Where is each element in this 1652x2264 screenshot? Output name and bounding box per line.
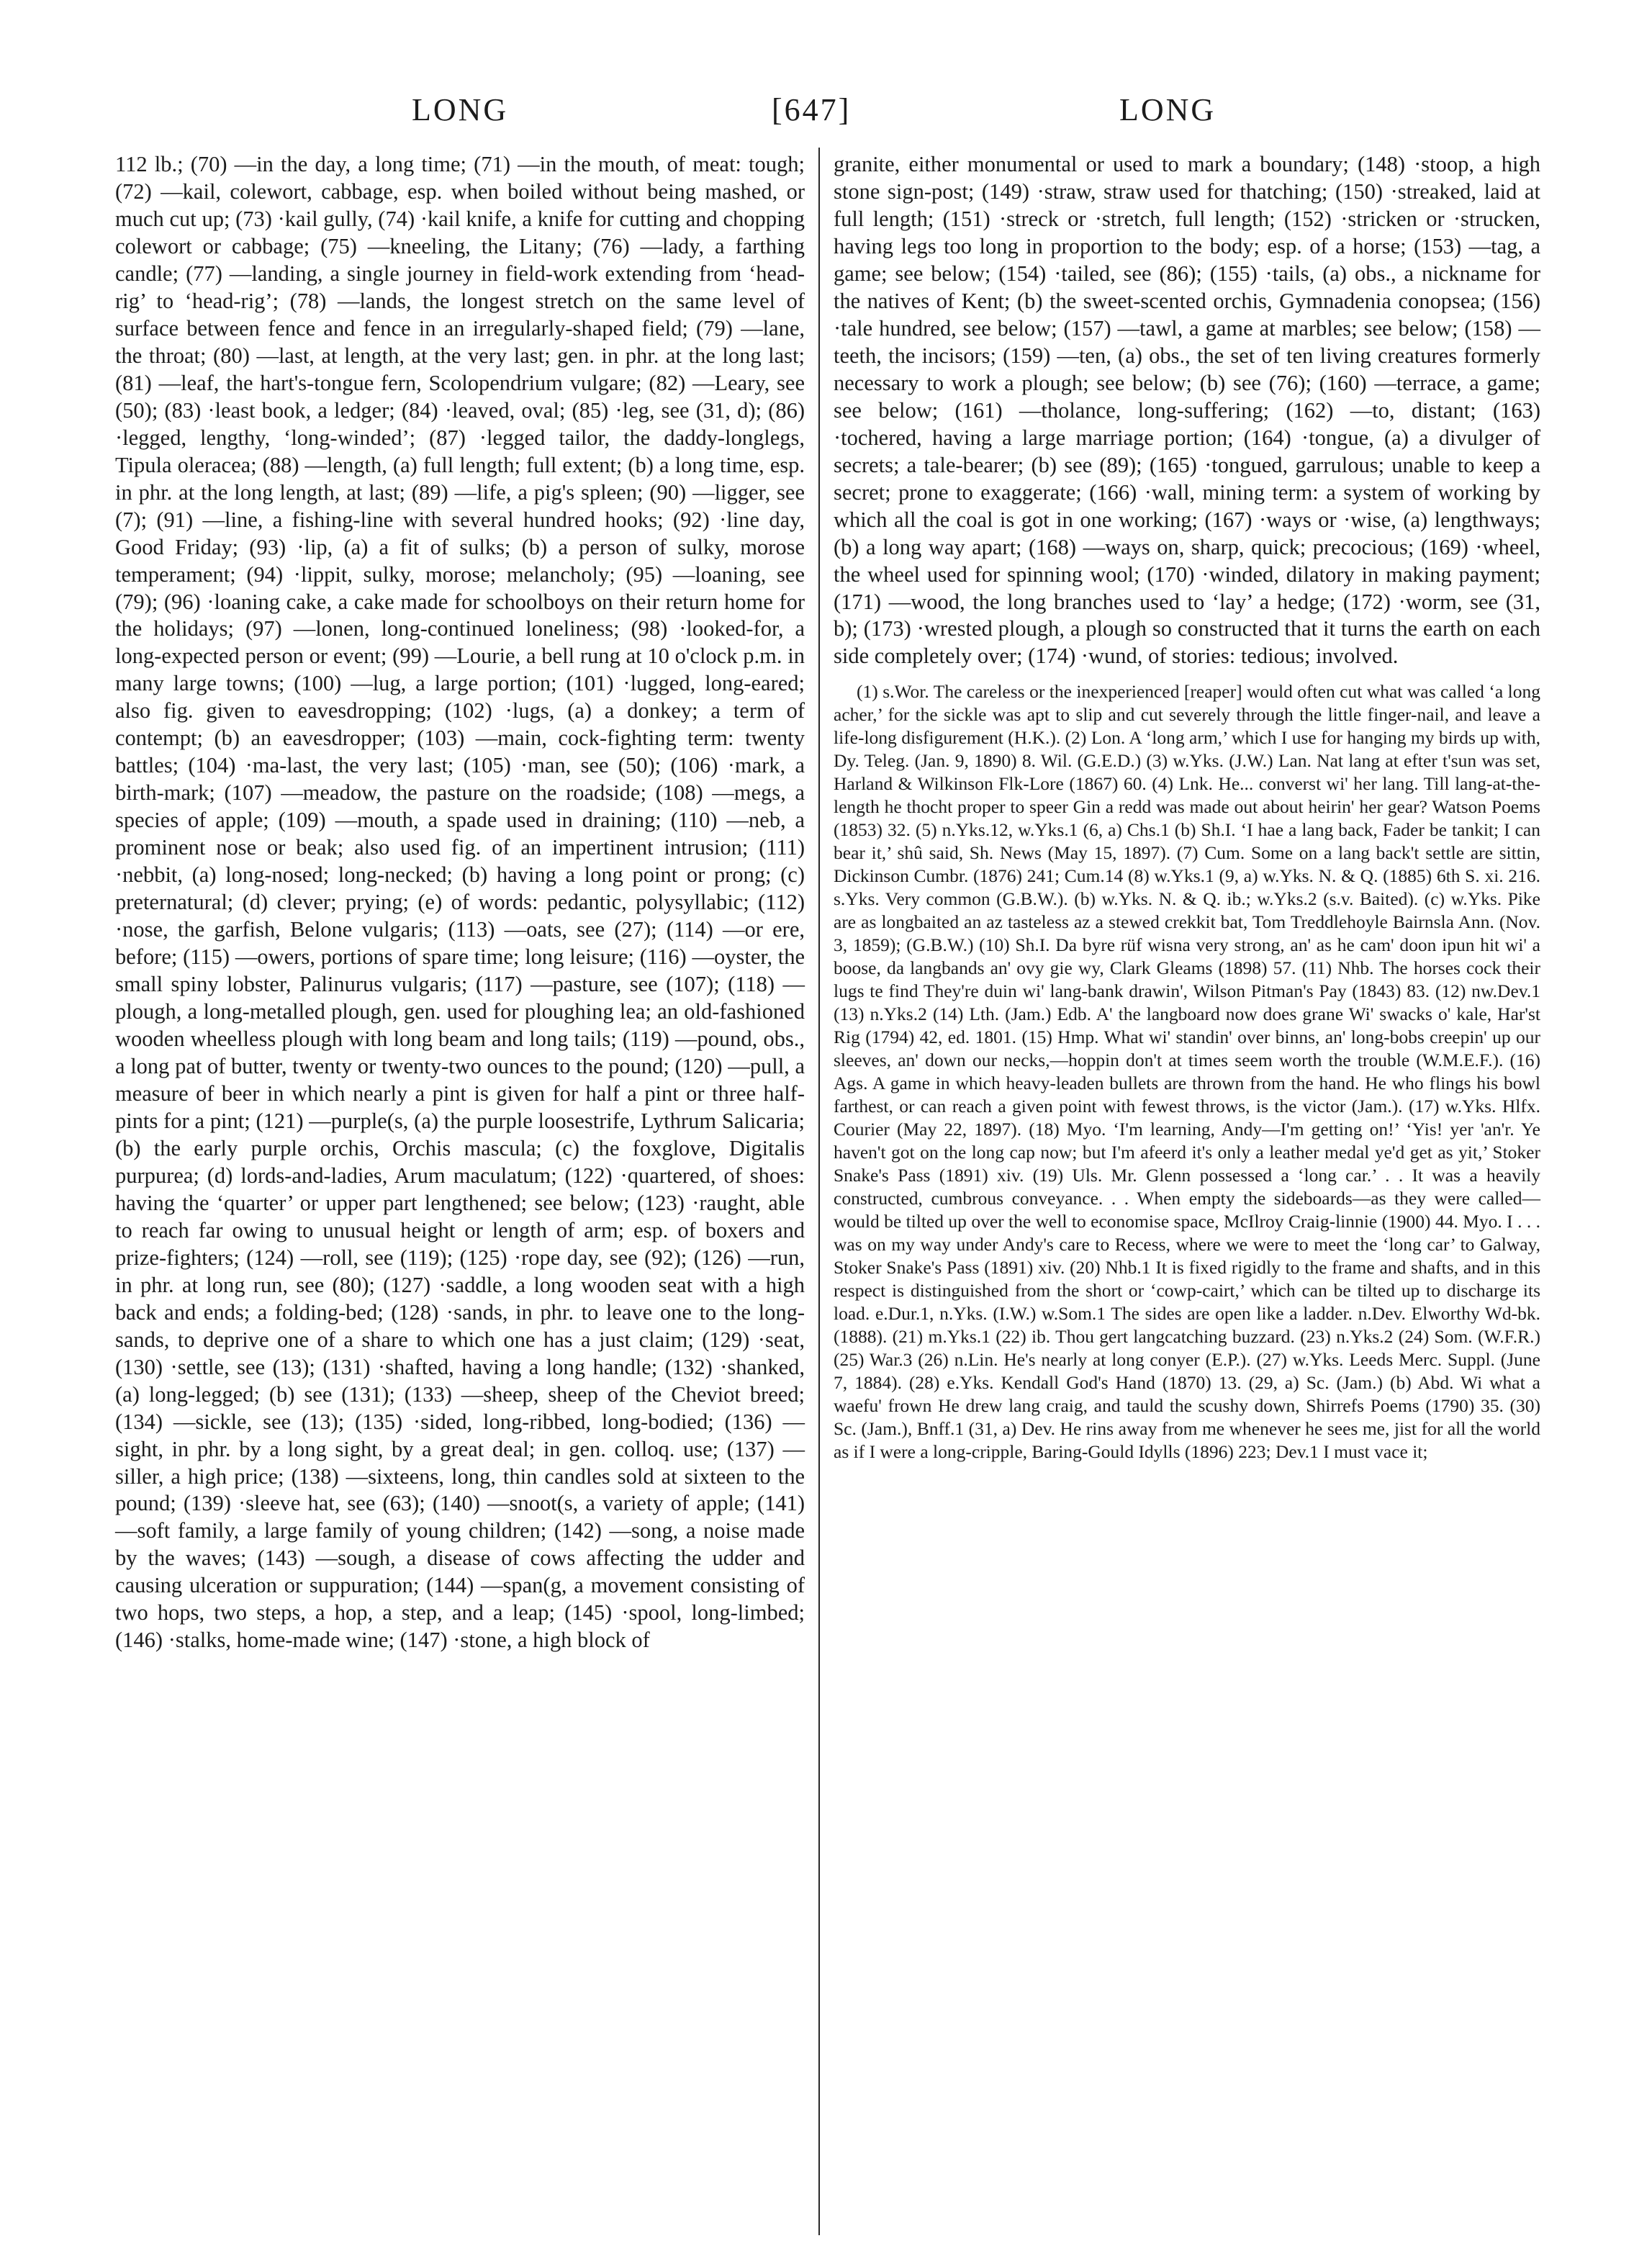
left-column-text: 112 lb.; (70) —in the day, a long time; (71) —in the mouth, of meat: tough; (72) —kail, colewort, cabbage, esp. when boiled without being mashed, or much cut up; (73) ·kail gully, (74) ·kail knife, a knife for cutting and chopping colewort or cabbage; (75) —kneeling, the Litany; (76) —lady, a farthing candle; (77) —landing, a single journey in field-work extending from ‘head-rig’ to ‘head-rig’; (78) —lands, the longest stretch on the same level of surface between fence and fence in an irregularly-shaped field; (79) —lane, the throat; (80) —last, at length, at the very last; gen. in phr. at the long last; (81) —leaf, the hart's-tongue fern, Scolopendrium vulgare; (82) —Leary, see (50); (83) ·least book, a ledger; (84) ·leaved, oval; (85) ·leg, see (31, d); (86) ·legged, lengthy, ‘long-winded’; (87) ·legged tailor, the daddy-longlegs, Tipula oleracea; (88) —length, (a) full length; full extent; (b) a long time, esp. in phr. at the long length, at last; (89) —life, a pig's spleen; (90) —ligger, see (7); (91) —line, a fishing-line with several hundred hooks; (92) ·line day, Good Friday; (93) ·lip, (a) a fit of sulks; (b) a person of sulky, morose temperament; (94) ·lippit, sulky, morose; melancholy; (95) —loaning, see (79); (96) ·loaning cake, a cake made for schoolboys on their return home for the holidays; (97) —lonen, long-continued loneliness; (98) ·looked-for, a long-expected person or event; (99) —Lourie, a bell rung at 10 o'clock p.m. in many large towns; (100) —lug, a large portion; (101) ·lugged, long-eared; also fig. given to eavesdropping; (102) ·lugs, (a) a donkey; a term of contempt; (b) an eavesdropper; (103) —main, cock-fighting term: twenty battles; (104) ·ma-last, the very last; (105) ·man, see (50); (106) ·mark, a birth-mark; (107) —meadow, the pasture on the roadside; (108) —megs, a species of apple; (109) —mouth, a spade used in draining; (110) —neb, a prominent nose or beak; also used fig. of an impertinent intrusion; (111) ·nebbit, (a) long-nosed; long-necked; (b) having a long point or prong; (c) preternatural; (d) clever; prying; (e) of words: pedantic, polysyllabic; (112) ·nose, the garfish, Belone vulgaris; (113) —oats, see (27); (114) —or ere, before; (115) —owers, portions of spare time; long leisure; (116) —oyster, the small spiny lobster, Palinurus vulgaris; (117) —pasture, see (107); (118) —plough, a long-metalled plough, gen. used for ploughing lea; an old-fashioned wooden wheelless plough with long beam and long tails; (119) —pound, obs., a long pat of butter, twenty or twenty-two ounces to the pound; (120) —pull, a measure of beer in which nearly a pint is given for half a pint or three half-pints for a pint; (121) —purple(s, (a) the purple loosestrife, Lythrum Salicaria; (b) the early purple orchis, Orchis mascula; (c) the foxglove, Digitalis purpurea; (d) lords-and-ladies, Arum maculatum; (122) ·quartered, of shoes: having the ‘quarter’ or upper part lengthened; see below; (123) ·raught, able to reach far owing to unusual height or length of arm; esp. of boxers and prize-fighters; (124) —roll, see (119); (125) ·rope day, see (92); (126) —run, in phr. at long run, see (80); (127) ·saddle, a long wooden seat with a high back and ends; a folding-bed; (128) ·sands, in phr. to leave one to the long-sands, to deprive one of a share to which one has a just claim; (129) ·seat, (130) ·settle, see (13); (131) ·shafted, having a long handle; (132) ·shanked, (a) long-legged; (b) see (131); (133) —sheep, sheep of the Cheviot breed; (134) —sickle, see (13); (135) ·sided, long-ribbed, long-bodied; (136) —sight, in phr. by a long sight, by a great deal; in gen. colloq. use; (137) —siller, a high price; (138) —sixteens, long, thin candles sold at sixteen to the pound; (139) ·sleeve hat, see (63); (140) —snoot(s, a variety of apple; (141) —soft family, a large family of young children; (142) —song, a noise made by the waves; (143) —sough, a disease of cows affecting the udder and causing ulceration or suppuration; (144) —span(g, a movement consisting of two hops, two steps, a hop, a step, and a leap; (145) ·spool, long-limbed; (146) ·stalks, home-made wine; (147) ·stone, a high block of [115,152,805,1653]
right-column-definitions: granite, either monumental or used to mark a boundary; (148) ·stoop, a high stone sign-post; (149) ·straw, straw used for thatching; (150) ·streaked, laid at full length; (151) ·streck or ·stretch, full length; (152) ·stricken or ·strucken, having legs too long in proportion to the body; esp. of a horse; (153) —tag, a game; see below; (154) ·tailed, see (86); (155) ·tails, (a) obs., a nickname for the natives of Kent; (b) the sweet-scented orchis, Gymnadenia conopsea; (156) ·tale hundred, see below; (157) —tawl, a game at marbles; see below; (158) —teeth, the incisors; (159) —ten, (a) obs., the set of ten living creatures formerly necessary to work a plough; see below; (b) see (76); (160) —terrace, a game; see below; (161) —tholance, long-suffering; (162) —to, distant; (163) ·tochered, having a large marriage portion; (164) ·tongue, (a) a divulger of secrets; a tale-bearer; (b) see (89); (165) ·tongued, garrulous; unable to keep a secret; prone to exaggerate; (166) ·wall, mining term: a system of working by which all the coal is got in one working; (167) ·ways or ·wise, (a) lengthways; (b) a long way apart; (168) —ways on, sharp, quick; precocious; (169) ·wheel, the wheel used for spinning wool; (170) ·winded, dilatory in making payment; (171) —wood, the long branches used to ‘lay’ a hedge; (172) ·worm, see (31, b); (173) ·wrested plough, a plough so constructed that it turns the earth on each side completely over; (174) ·wund, of stories: tedious; involved. [834,152,1540,669]
left-column [115,151,805,1654]
header-right-headword: LONG [1119,92,1217,127]
header-left-headword: LONG [412,92,509,127]
right-column-quotations: (1) s.Wor. The careless or the inexperienced [reaper] would often cut what was called ‘a long acher,’ for the sickle was apt to slip and cut severely through the little finger-nail, and leave a life-long disfigurement (H.K.). (2) Lon. A ‘long arm,’ which I use for hanging my birds up with, Dy. Teleg. (Jan. 9, 1890) 8. Wil. (G.E.D.) (3) w.Yks. (J.W.) Lan. Nat lang at efter t'sun was set, Harland & Wilkinson Flk-Lore (1867) 60. (4) Lnk. He... converst wi' her lang. Till lang-at-the-length he thocht proper to speer Gin a redd was made out about heirin' her gear? Watson Poems (1853) 32. (5) n.Yks.12, w.Yks.1 (6, a) Chs.1 (b) Sh.I. ‘I hae a lang back, Fader be tankit; I can bear it,’ shû said, Sh. News (May 15, 1897). (7) Cum. Some on a lang back't settle are sittin, Dickinson Cumbr. (1876) 241; Cum.14 (8) w.Yks.1 (9, a) w.Yks. N. & Q. (1885) 6th S. xi. 216. s.Yks. Very common (G.B.W.). (b) w.Yks. N. & Q. ib.; w.Yks.2 (s.v. Baited). (c) w.Yks. Pike are as longbaited an az tasteless az a stewed crekkit bat, Tom Treddlehoyle Bairnsla Ann. (Nov. 3, 1859); (G.B.W.) (10) Sh.I. Da byre rüf wisna very strong, an' as he cam' doon ipun hit wi' a boose, da langbands an' ovy gie wy, Clark Gleams (1898) 57. (11) Nhb. The horses cock their lugs te find They're duin wi' lang-bank drawin', Wilson Pitman's Pay (1843) 83. (12) nw.Dev.1 (13) n.Yks.2 (14) Lth. (Jam.) Edb. A' the langboard now does grane Wi' swacks o' kale, Har'st Rig (1794) 42, ed. 1801. (15) Hmp. What wi' standin' over binns, an' long-bobs creepin' up our sleeves, an' down our necks,—hoppin don't at times seem worth the trouble (W.M.E.F.). (16) Ags. A game in which heavy-leaden bullets are thrown from the hand. He who flings his bowl farthest, or can reach a given point with fewest throws, is the victor (Jam.). (17) w.Yks. Hlfx. Courier (May 22, 1897). (18) Myo. ‘I'm learning, Andy—I'm getting on!’ ‘Yis! yer 'an'r. Ye haven't got on the long cap now; but I'm afeerd it's only a leather medal ye'd get as yit,’ Stoker Snake's Pass (1891) xiv. (19) Uls. Mr. Glenn possessed a ‘long car.’ . . It was a heavily constructed, cumbrous conveyance. . . When empty the sideboards—as they were called—would be tilted up over the well to economise space, McIlroy Craig-linnie (1900) 44. Myo. I . . . was on my way under Andy's care to Recess, where we were to meet the ‘long car’ to Galway, Stoker Snake's Pass (1891) xiv. (20) Nhb.1 It is fixed rigidly to the frame and shafts, and in this respect is distinguished from the short or ‘cowp-cairt,’ which can be tilted up to discharge its load. e.Dur.1, n.Yks. (I.W.) w.Som.1 The sides are open like a ladder. n.Dev. Elworthy Wd-bk. (1888). (21) m.Yks.1 (22) ib. Thou gert langcatching buzzard. (23) n.Yks.2 (24) Som. (W.F.R.) (25) War.3 (26) n.Lin. He's nearly at long conyer (E.P.). (27) w.Yks. Leeds Merc. Suppl. (June 7, 1884). (28) e.Yks. Kendall God's Hand (1870) 13. (29, a) Sc. (Jam.) (b) Abd. Wi what a waefu' frown He drew lang craig, and tauld the scushy down, Shirrefs Poems (1790) 35. (30) Sc. (Jam.), Bnff.1 (31, a) Dev. He rins away from me whenever he sees me, jist for all the world as if I were a long-cripple, Baring-Gould Idylls (1896) 223; Dev.1 I must vace it; [834,681,1540,1463]
column-divider [818,148,820,2235]
running-header [115,85,1537,135]
page-number: [647] [772,92,852,127]
right-column [834,151,1540,1464]
